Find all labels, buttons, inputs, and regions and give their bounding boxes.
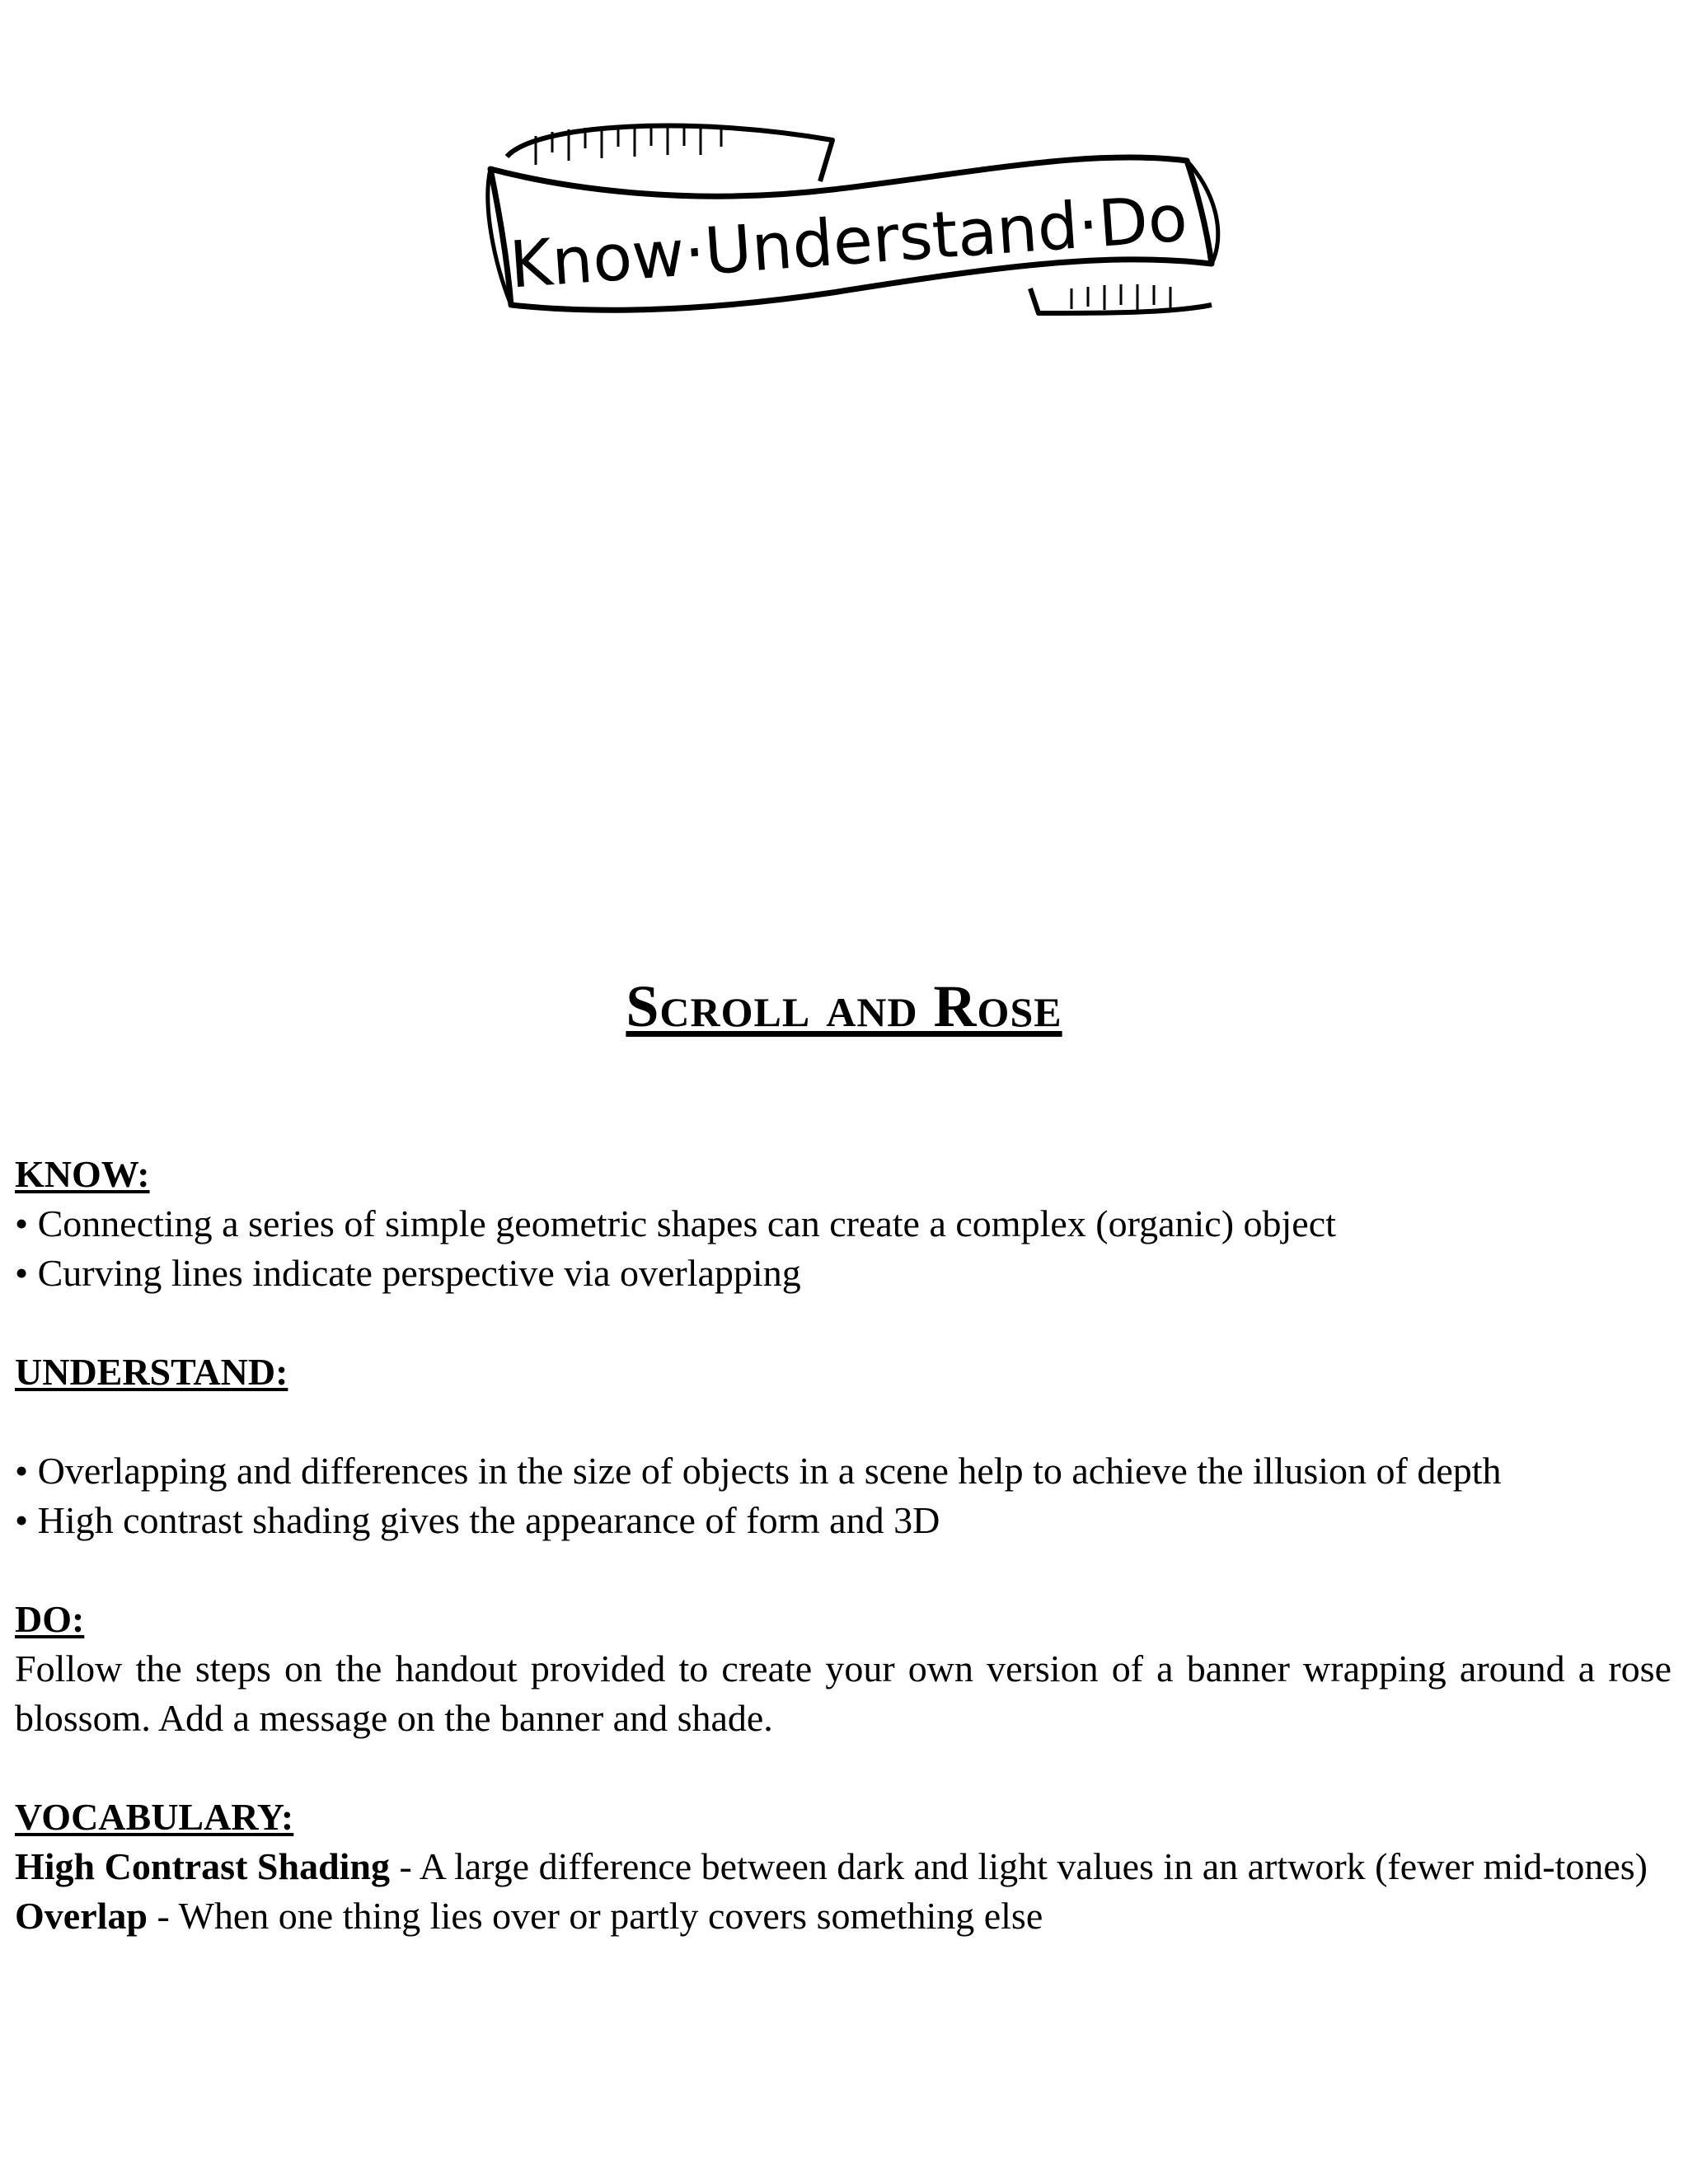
vocab-entry-2 <box>15 1891 1672 1941</box>
vocab-definition: - When one thing lies over or partly covers something else <box>147 1895 1043 1937</box>
banner-logo <box>445 66 1236 338</box>
understand-item-1: • Overlapping and differences in the size of objects in a scene help to achieve the illusion of depth <box>15 1450 1502 1492</box>
page-title: Scroll and Rose <box>626 973 1062 1039</box>
know-item-1: • Connecting a series of simple geometric shapes can create a complex (organic) object <box>15 1202 1336 1244</box>
vocab-term: High Contrast Shading <box>15 1845 391 1887</box>
vocabulary-heading: VOCABULARY: <box>15 1796 294 1838</box>
vocab-definition: - A large difference between dark and light values in an artwork (fewer mid-tones) <box>390 1845 1648 1887</box>
understand-heading: UNDERSTAND: <box>15 1351 288 1393</box>
vocab-entry-1 <box>15 1842 1672 1891</box>
do-heading: DO: <box>15 1598 85 1640</box>
know-item-2: • Curving lines indicate perspective via overlapping <box>15 1252 801 1294</box>
document-body <box>15 1150 1672 1941</box>
know-heading: KNOW: <box>15 1153 150 1195</box>
vocab-term: Overlap <box>15 1895 148 1937</box>
do-text: Follow the steps on the handout provided to create your own version of a banner wrapping around a rose blossom. Add a message on the banner and shade. <box>15 1647 1672 1739</box>
banner-text: Know·Understand·Do <box>507 181 1190 303</box>
understand-item-2: • High contrast shading gives the appearance of form and 3D <box>15 1499 940 1541</box>
